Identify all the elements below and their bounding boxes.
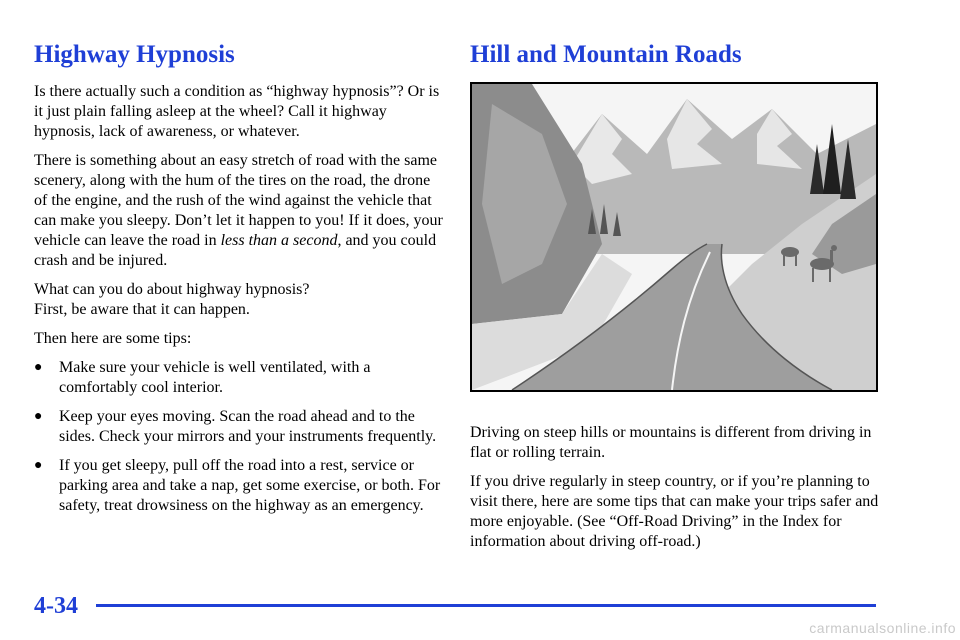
mountain-road-illustration (470, 82, 878, 392)
section-heading-hill-mountain-roads: Hill and Mountain Roads (470, 41, 742, 68)
list-item: ● Keep your eyes moving. Scan the road ahead and to the sides. Check your mirrors and your instruments frequently. (34, 408, 437, 445)
list-item: ● Make sure your vehicle is well ventilated, with a comfortably cool interior. (34, 359, 371, 396)
page-number: 4-34 (34, 593, 78, 619)
right-column-text (470, 423, 890, 561)
bullet-icon: ● (34, 458, 43, 473)
paragraph: If you drive regularly in steep country, or if you’re planning to visit there, here are some tips that can make your trips safer and more enjoyable. (See “Off-Road Driving” in the Index for information about driving off-road.) (470, 473, 879, 550)
paragraph: Driving on steep hills or mountains is different from driving in flat or rolling terrain. (470, 424, 872, 461)
paragraph: Then here are some tips: (34, 330, 192, 347)
bullet-icon: ● (34, 360, 43, 375)
left-column (34, 38, 444, 525)
paragraph: There is something about an easy stretch of road with the same scenery, along with the hum of the tires on the road, the drone of the engine, and the rush of the wind against the vehicle that can make you sleepy. Don’t let it happen to you! If it does, your vehicle can leave the road in less than a second, and you could crash and be injured. (34, 152, 443, 269)
watermark-text: carmanualsonline.info (809, 620, 956, 636)
tips-list (34, 358, 444, 516)
bullet-icon: ● (34, 409, 43, 424)
right-column (470, 38, 890, 392)
footer-divider (96, 604, 876, 607)
list-item: ● If you get sleepy, pull off the road into a rest, service or parking area and take a nap, get some exercise, or both. For safety, treat drowsiness on the highway as an emergency. (34, 457, 441, 514)
paragraph: What can you do about highway hypnosis? First, be aware that it can happen. (34, 281, 310, 318)
mountain-road-drawing (472, 84, 876, 390)
paragraph: Is there actually such a condition as “highway hypnosis”? Or is it just plain falling asleep at the wheel? Call it highway hypnosis, lack of awareness, or whatever. (34, 83, 440, 140)
emphasis-text: less than a second (220, 232, 338, 249)
section-heading-highway-hypnosis: Highway Hypnosis (34, 41, 235, 68)
